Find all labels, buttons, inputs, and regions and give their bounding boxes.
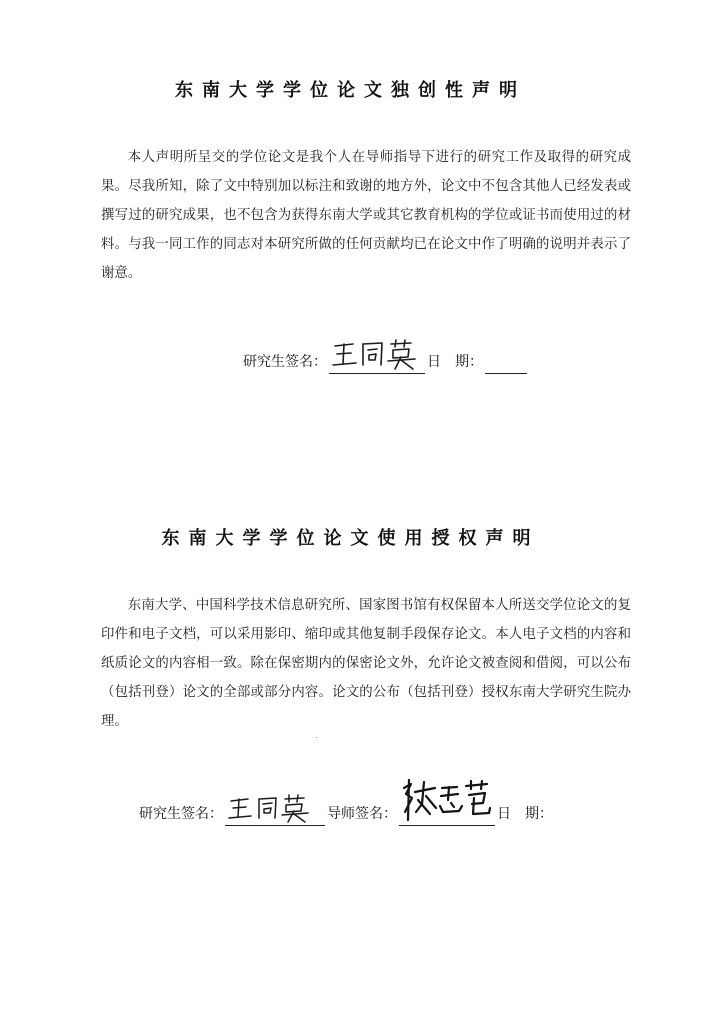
date-label: 日 期： (427, 354, 483, 370)
advisor-signature-label: 导师签名： (327, 806, 397, 822)
advisor-handwritten-signature (399, 778, 495, 824)
authorization-declaration-body: 东南大学、中国科学技术信息研究所、国家图书馆有权保留本人所送交学位论文的复印件和电子文档，可以采用影印、缩印或其他复制手段保存论文。本人电子文档的内容和纸质论文的内容相一致。除在保密期内的保密论文外，允许论文被查阅和借阅，可以公布（包括刊登）论文的全部或部分内容。论文的公布（包括刊登）授权东南大学研究生院办理。 (101, 598, 631, 729)
authorization-declaration-title: 东南大学学位论文使用授权声明 (161, 528, 540, 549)
authorization-signature-line (139, 778, 553, 826)
student-handwritten-signature (225, 794, 325, 824)
student-handwritten-signature (329, 338, 425, 372)
originality-signature-line (243, 340, 529, 374)
date-label: 日 期： (497, 806, 553, 822)
date-field (485, 353, 527, 374)
student-signature-field (329, 343, 425, 374)
scan-speck (316, 737, 317, 738)
originality-declaration-title: 东南大学学位论文独创性声明 (175, 80, 526, 101)
advisor-signature-field (399, 781, 495, 826)
student-signature-label: 研究生签名： (139, 806, 223, 822)
originality-declaration-body: 本人声明所呈交的学位论文是我个人在导师指导下进行的研究工作及取得的研究成果。尽我所知，除了文中特别加以标注和致谢的地方外，论文中不包含其他人已经发表或撰写过的研究成果，也不包含为获得东南大学或其它教育机构的学位或证书而使用过的材料。与我一同工作的同志对本研究所做的任何贡献均已在论文中作了明确的说明并表示了谢意。 (101, 150, 631, 281)
student-signature-label: 研究生签名： (243, 354, 327, 370)
student-signature-field (225, 795, 325, 826)
